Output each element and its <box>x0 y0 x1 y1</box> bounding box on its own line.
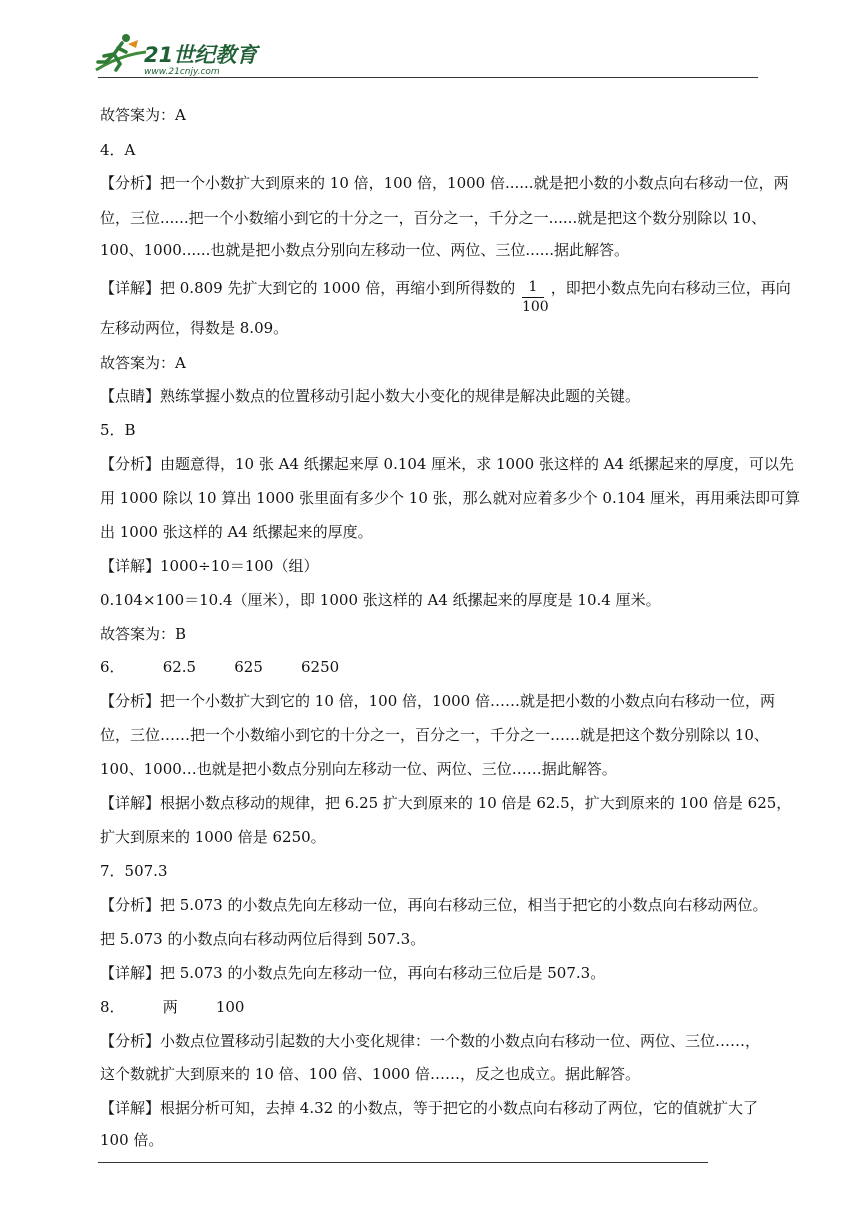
question-number: 8． 两 100 <box>100 998 245 1016</box>
text-line: 把 5.073 的小数点向右移动两位后得到 507.3。 <box>100 930 426 948</box>
text-line: 【详解】把 5.073 的小数点先向左移动一位，再向右移动三位后是 507.3。 <box>100 964 606 982</box>
text-line: 【分析】把 5.073 的小数点先向左移动一位，再向右移动三位，相当于把它的小数点向右移动两位。 <box>100 896 768 914</box>
runner-logo-icon <box>92 32 262 76</box>
header-divider <box>98 77 758 78</box>
text-line: 位，三位......把一个小数缩小到它的十分之一，百分之一，千分之一......就是把这个数分别除以 10、 <box>100 209 767 227</box>
page-header <box>0 0 860 80</box>
brand-name: 21世纪教育 <box>144 43 258 67</box>
text-line: 100 倍。 <box>100 1131 164 1149</box>
footer-divider <box>98 1162 708 1163</box>
fraction-1-100 <box>521 279 549 316</box>
text-segment: ，即把小数点先向右移动三位，再向 <box>550 279 791 297</box>
text-line: 【详解】根据小数点移动的规律，把 6.25 扩大到原来的 10 倍是 62.5，扩大到原来的 100 倍是 625， <box>100 794 792 812</box>
text-line: 【分析】小数点位置移动引起数的大小变化规律：一个数的小数点向右移动一位、两位、三位……， <box>100 1032 761 1050</box>
text-line: 扩大到原来的 1000 倍是 6250。 <box>100 828 326 846</box>
text-line: 100、1000......也就是把小数点分别向左移动一位、两位、三位......据此解答。 <box>100 241 630 259</box>
text-line: 【分析】把一个小数扩大到原来的 10 倍，100 倍，1000 倍......就是把小数的小数点向右移动一位，两 <box>100 174 789 192</box>
fraction-denominator: 100 <box>521 299 549 315</box>
text-line: 100、1000…也就是把小数点分别向左移动一位、两位、三位……据此解答。 <box>100 760 617 778</box>
text-line: 出 1000 张这样的 A4 纸摞起来的厚度。 <box>100 523 373 541</box>
text-line: 故答案为：A <box>100 106 186 124</box>
text-line: 用 1000 除以 10 算出 1000 张里面有多少个 10 张，那么就对应着多少个 0.104 厘米，再用乘法即可算 <box>100 489 801 507</box>
text-segment: 【详解】把 0.809 先扩大到它的 1000 倍，再缩小到所得数的 <box>100 279 516 297</box>
text-line: 位，三位……把一个小数缩小到它的十分之一，百分之一，千分之一……就是把这个数分别除以 10、 <box>100 726 769 744</box>
question-number: 7．507.3 <box>100 862 168 880</box>
fraction-bar <box>522 297 544 298</box>
fraction-numerator: 1 <box>528 279 538 295</box>
text-line: 【详解】1000÷10＝100（组） <box>100 557 319 575</box>
question-number: 5．B <box>100 421 136 439</box>
text-line: 故答案为：A <box>100 354 186 372</box>
brand-logo <box>92 32 262 76</box>
text-line: 【分析】把一个小数扩大到它的 10 倍，100 倍，1000 倍……就是把小数的小数点向右移动一位，两 <box>100 692 775 710</box>
text-line: 故答案为：B <box>100 625 187 643</box>
text-line: 【详解】根据分析可知，去掉 4.32 的小数点，等于把它的小数点向右移动了两位，它的值就扩大了 <box>100 1099 758 1117</box>
text-line: 【分析】由题意得，10 张 A4 纸摞起来厚 0.104 厘米，求 1000 张这样的 A4 纸摞起来的厚度，可以先 <box>100 455 794 473</box>
text-line: 左移动两位，得数是 8.09。 <box>100 319 289 337</box>
text-line <box>100 278 791 315</box>
brand-url: www.21cnjy.com <box>144 67 220 76</box>
text-line: 0.104×100＝10.4（厘米），即 1000 张这样的 A4 纸摞起来的厚度是 10.4 厘米。 <box>100 591 661 609</box>
question-number: 4．A <box>100 141 136 159</box>
text-line: 这个数就扩大到原来的 10 倍、100 倍、1000 倍……，反之也成立。据此解答。 <box>100 1065 640 1083</box>
question-number: 6． 62.5 625 6250 <box>100 658 340 676</box>
text-line: 【点睛】熟练掌握小数点的位置移动引起小数大小变化的规律是解决此题的关键。 <box>100 387 641 405</box>
